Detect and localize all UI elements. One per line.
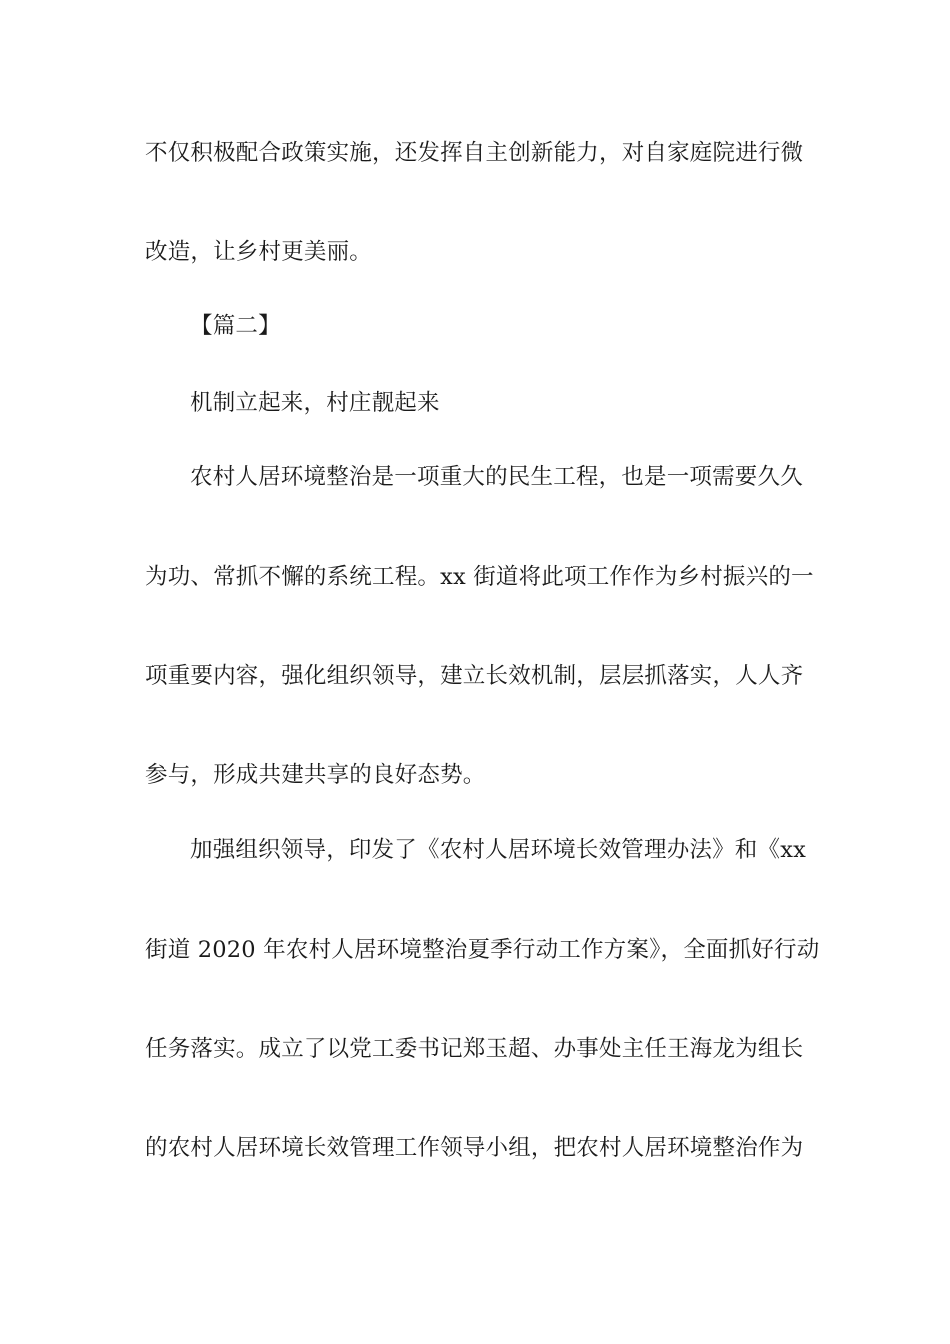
paragraph-line-4: 为功、常抓不懈的系统工程。xx 街道将此项工作作为乡村振兴的一: [145, 564, 814, 590]
paragraph-line-2: 改造，让乡村更美丽。: [145, 239, 373, 265]
paragraph-line-6: 参与，形成共建共享的良好态势。: [145, 762, 486, 788]
paragraph-line-10: 的农村人居环境长效管理工作领导小组，把农村人居环境整治作为: [145, 1135, 804, 1161]
paragraph-line-3: 农村人居环境整治是一项重大的民生工程，也是一项需要久久: [190, 464, 803, 490]
section-title: 机制立起来，村庄靓起来: [190, 390, 440, 416]
paragraph-line-9: 任务落实。成立了以党工委书记郑玉超、办事处主任王海龙为组长: [145, 1036, 804, 1062]
paragraph-line-5: 项重要内容，强化组织领导，建立长效机制，层层抓落实，人人齐: [145, 663, 804, 689]
paragraph-line-7: 加强组织领导，印发了《农村人居环境长效管理办法》和《xx: [190, 837, 806, 863]
section-heading: 【篇二】: [190, 313, 281, 339]
paragraph-line-8: 街道 2020 年农村人居环境整治夏季行动工作方案》，全面抓好行动: [145, 937, 820, 963]
paragraph-line-1: 不仅积极配合政策实施，还发挥自主创新能力，对自家庭院进行微: [145, 140, 804, 166]
